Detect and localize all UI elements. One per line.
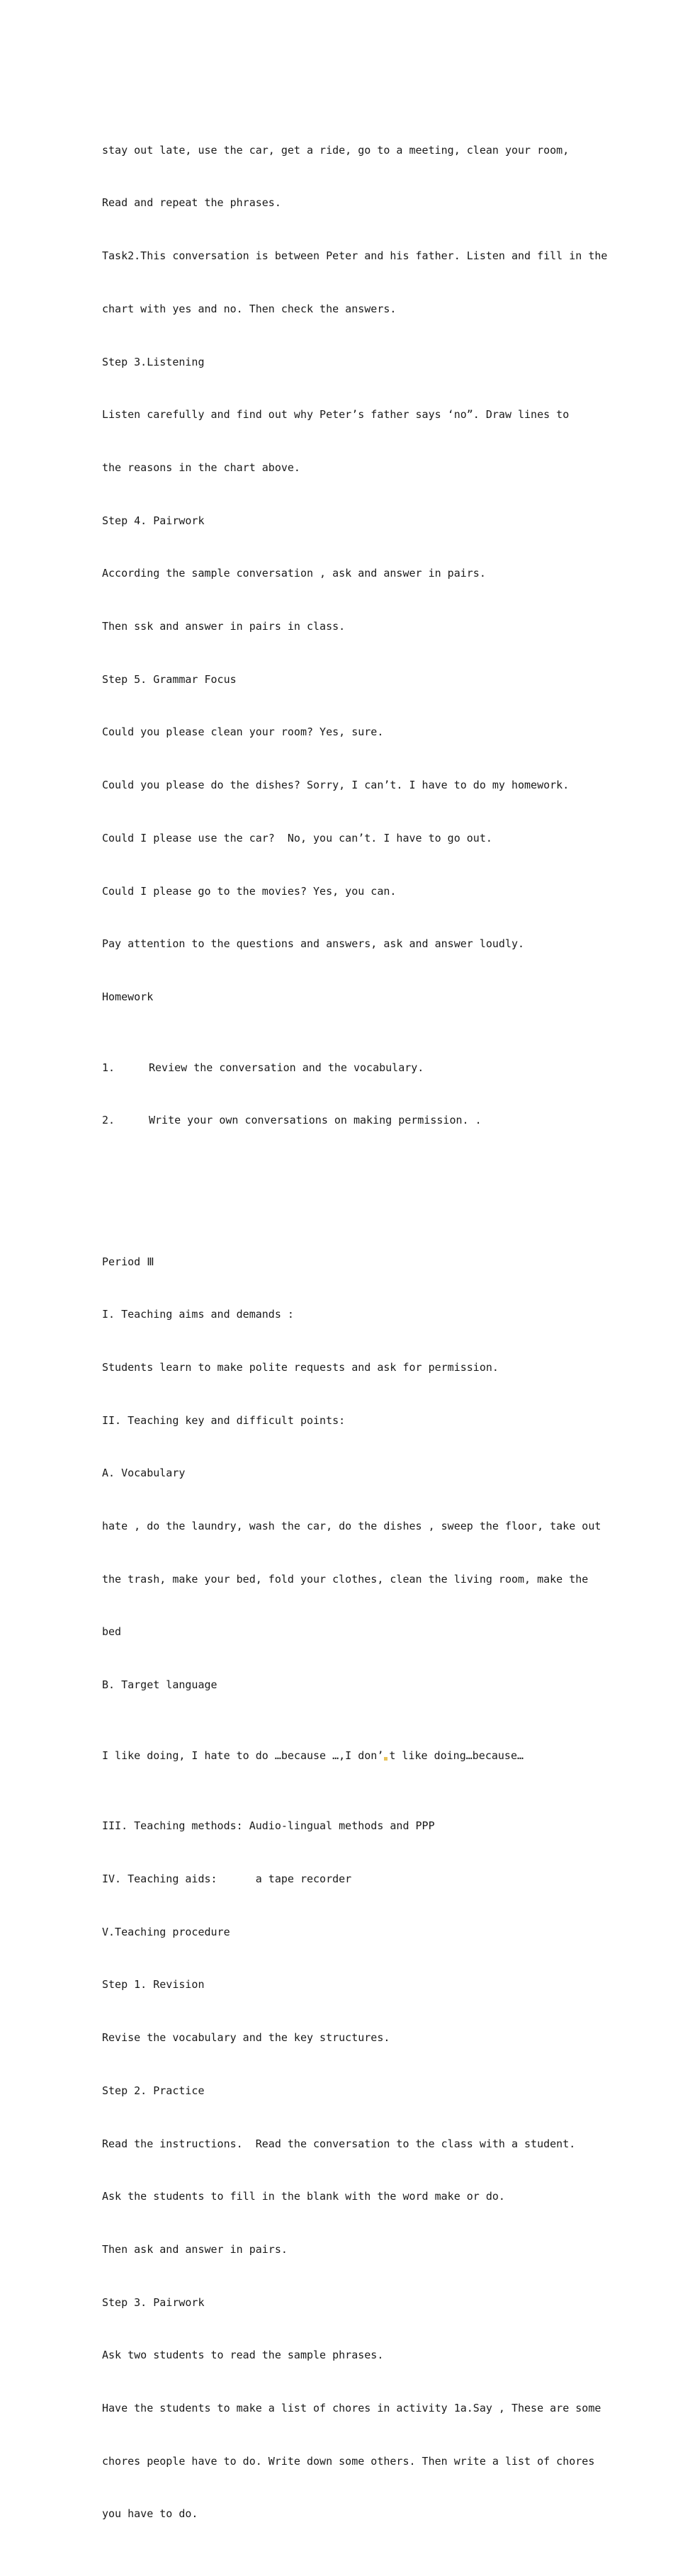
text-line: Revise the vocabulary and the key structures.	[102, 2031, 390, 2045]
highlight-mark-icon	[384, 1757, 388, 1761]
text-line: Could I please go to the movies? Yes, you can.	[102, 884, 397, 898]
text-line: Could you please clean your room? Yes, sure.	[102, 725, 384, 739]
homework-item-text: Write your own conversations on making permission. .	[149, 1114, 482, 1127]
target-language-part: t like doing…because…	[389, 1749, 524, 1762]
step-heading: Step 1. Revision	[102, 1978, 205, 1992]
step-heading: Step 2. Practice	[102, 2084, 205, 2097]
text-line: Then ssk and answer in pairs in class.	[102, 620, 346, 633]
text-line: stay out late, use the car, get a ride, go to a meeting, clean your room,	[102, 143, 570, 157]
text-line: chart with yes and no. Then check the answers.	[102, 302, 397, 315]
text-line: Students learn to make polite requests and ask for permission.	[102, 1360, 499, 1374]
text-line: Task2.This conversation is between Peter and his father. Listen and fill in the	[102, 249, 608, 263]
text-line: Ask the students to fill in the blank with the word make or do.	[102, 2190, 505, 2203]
text-line: Read and repeat the phrases.	[102, 196, 281, 210]
text-line: Ask two students to read the sample phrases.	[102, 2349, 384, 2362]
document-body	[102, 89, 608, 2576]
section-heading: I. Teaching aims and demands :	[102, 1308, 294, 1321]
target-language-line	[102, 1747, 577, 1765]
section-heading: IV. Teaching aids: a tape recorder	[102, 1872, 352, 1886]
text-line: Could I please use the car? No, you can’t. I have to go out.	[102, 831, 492, 844]
text-line: the trash, make your bed, fold your clothes, clean the living room, make the	[102, 1572, 589, 1586]
homework-item	[102, 1112, 577, 1129]
text-line: chores people have to do. Write down some others. Then write a list of chores	[102, 2454, 595, 2468]
text-line: bed	[102, 1625, 122, 1639]
period-heading: Period Ⅲ	[102, 1255, 154, 1268]
text-line: Have the students to make a list of chores in activity 1a.Say , These are some	[102, 2402, 601, 2415]
step-heading: Step 4. Pairwork	[102, 514, 205, 527]
homework-item-number: 2.	[102, 1114, 115, 1127]
section-heading: II. Teaching key and difficult points:	[102, 1413, 346, 1427]
text-line: According the sample conversation , ask and answer in pairs.	[102, 567, 486, 580]
text-line: Listen carefully and find out why Peter’s father says ‘no”. Draw lines to	[102, 408, 570, 422]
text-line: you have to do.	[102, 2507, 198, 2521]
homework-item	[102, 1059, 577, 1077]
text-line: Then ask and answer in pairs.	[102, 2242, 288, 2256]
step-heading: Step 5. Grammar Focus	[102, 672, 237, 686]
text-line: hate , do the laundry, wash the car, do the dishes , sweep the floor, take out	[102, 1520, 601, 1533]
text-line: the reasons in the chart above.	[102, 461, 300, 474]
step-heading: Step 3. Pairwork	[102, 2295, 205, 2309]
section-heading: V.Teaching procedure	[102, 1925, 230, 1938]
text-line: Read the instructions. Read the conversation to the class with a student.	[102, 2137, 576, 2150]
subsection-heading: B. Target language	[102, 1678, 217, 1692]
blank-line	[102, 1182, 577, 1200]
homework-item-number: 1.	[102, 1061, 115, 1074]
text-line: Could you please do the dishes? Sorry, I can’t. I have to do my homework.	[102, 779, 570, 792]
homework-heading: Homework	[102, 990, 154, 1003]
homework-item-text: Review the conversation and the vocabulary.	[149, 1061, 424, 1074]
section-heading: III. Teaching methods: Audio-lingual methods and PPP	[102, 1819, 435, 1833]
target-language-part: I like doing, I hate to do …because …,I don’	[102, 1749, 384, 1762]
subsection-heading: A. Vocabulary	[102, 1467, 186, 1480]
text-line: Pay attention to the questions and answers, ask and answer loudly.	[102, 937, 525, 951]
step-heading: Step 3.Listening	[102, 355, 205, 368]
